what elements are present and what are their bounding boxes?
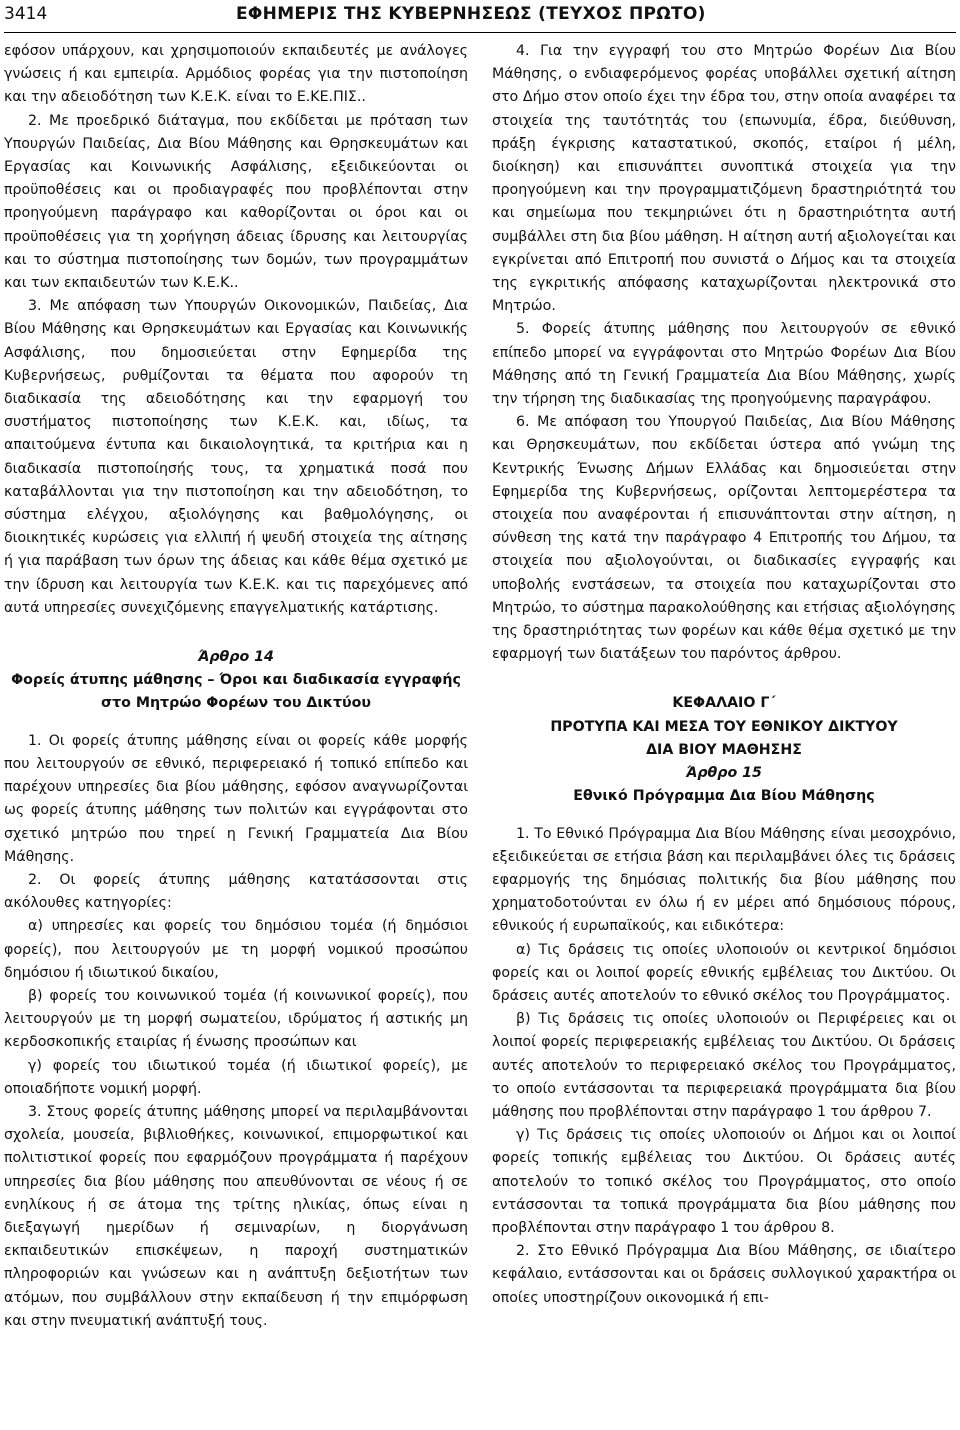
article-15-heading: Άρθρο 15 [686, 765, 762, 782]
paragraph: 2. Στο Εθνικό Πρόγραμμα Δια Βίου Μάθησης, σε ιδιαίτερο κεφάλαιο, εντάσσονται και οι δράσεις συλλογικού χαρακτήρα οι οποίες υποστηρίζουν οικονομικά ή επι- [492, 1243, 956, 1306]
paragraph: 1. Το Εθνικό Πρόγραμμα Δια Βίου Μάθησης είναι μεσοχρόνιο, εξειδικεύεται σε ετήσια βάση και περιλαμβάνει όλες τις δράσεις εφαρμογής της δημόσιας πολιτικής δια βίου μάθησης που χρηματοδοτούνται εν όλω ή εν μέρει από δημόσιους πόρους, εθνικούς ή ευρωπαϊκούς, και ειδικότερα: [492, 825, 956, 935]
paragraph: α) Τις δράσεις τις οποίες υλοποιούν οι κεντρικοί δημόσιοι φορείς και οι λοιποί φορείς εθνικής εμβέλειας του Δικτύου. Οι δράσεις αυτές αποτελούν το εθνικό σκέλος του Προγράμματος. [492, 941, 956, 1004]
spacer [492, 666, 956, 692]
paragraph: 1. Οι φορείς άτυπης μάθησης είναι οι φορείς κάθε μορφής που λειτουργούν σε εθνικό, περιφερειακό ή τοπικό επίπεδο και παρέχουν υπηρεσίες δια βίου μάθησης, εφόσον αναγνωρίζονται ως φορείς άτυπης μάθησης των πολιτών και εγγράφονται στο σχετικό μητρώο που τηρεί η Γενική Γραμματεία Δια Βίου Μάθησης. [4, 732, 468, 865]
right-column [492, 40, 956, 1310]
paragraph: β) Τις δράσεις τις οποίες υλοποιούν οι Περιφέρειες και οι λοιποί φορείς περιφερειακής εμβέλειας του Δικτύου. Οι δράσεις αυτές αποτελούν το περιφερειακό σκέλος του Προγράμματος, το οποίο εντάσσονται τα περιφερειακά προγράμματα δια βίου μάθησης που προβλέπονται στην παράγραφο 1 του άρθρου 7. [492, 1011, 956, 1120]
paragraph: 6. Με απόφαση του Υπουργού Παιδείας, Δια Βίου Μάθησης και Θρησκευμάτων, που εκδίδεται ύστερα από γνώμη της Κεντρικής Ένωσης Δήμων Ελλάδας και δημοσιεύεται στην Εφημερίδα της Κυβερνήσεως, ορίζονται λεπτομερέστερα τα στοιχεία που αναφέρονται ή επισυνάπτονται στην αίτηση, η σύνθεση της κατά την παράγραφο 4 Επιτροπής του Δήμου, τα στοιχεία που αξιολογούνται, οι διαδικασίες εγγραφής και υποβολής ενστάσεων, τα στοιχεία που καταχωρίζονται στο Μητρώο, το σύστημα παρακολούθησης και ετήσιας αξιολόγησης της δραστηριότητας των φορέων και κάθε θέμα σχετικό με την εφαρμογή των διατάξεων του παρόντος άρθρου. [492, 414, 956, 663]
paragraph: 3. Στους φορείς άτυπης μάθησης μπορεί να περιλαμβάνονται σχολεία, μουσεία, βιβλιοθήκες, κοινωνικοί, επιμορφωτικοί και πολιτιστικοί φορείς που εφαρμόζουν προγράμματα ή παρέχουν υπηρεσίες δια βίου μάθησης που απευθύνονται σε νέους ή σε ενηλίκους ή σε άτομα της τρίτης ηλικίας, όπως είναι η διεξαγωγή ημερίδων ή σεμιναρίων, η διοργάνωση εκπαιδευτικών επισκέψεων, η παροχή συστηματικών πληροφοριών και γνώσεων και η ανάπτυξη δεξιοτήτων των ατόμων, που συμβάλλουν στην εκπαίδευση ή την επιμόρφωση και στην πνευματική ανάπτυξή τους. [4, 1103, 468, 1329]
chapter-heading: ΚΕΦΑΛΑΙΟ Γ΄ [672, 695, 776, 712]
header-rule [4, 32, 956, 33]
chapter-title-line-1: ΠΡΟΤΥΠΑ ΚΑΙ ΜΕΣΑ ΤΟΥ ΕΘΝΙΚΟΥ ΔΙΚΤΥΟΥ [550, 718, 898, 735]
paragraph: 2. Με προεδρικό διάταγμα, που εκδίδεται με πρόταση των Υπουργών Παιδείας, Δια Βίου Μάθησης και Θρησκευμάτων και Εργασίας και Κοινωνικής Ασφάλισης, εξειδικεύονται οι προϋποθέσεις και οι προδιαγραφές που προβλέπονται στην προηγούμενη παράγραφο και καθορίζονται οι όροι και οι προϋποθέσεις για τη χορήγηση άδειας ίδρυσης και λειτουργίας και το σύστημα πιστοποίησης των δομών, των προγραμμάτων και των εκπαιδευτών των Κ.Ε.Κ.. [4, 112, 468, 292]
paragraph: γ) Τις δράσεις τις οποίες υλοποιούν οι Δήμοι και οι λοιποί φορείς τοπικής εμβέλειας του Δικτύου. Οι δράσεις αυτές αποτελούν το τοπικό σκέλος του Προγράμματος, στο οποίο εντάσσονται τα τοπικά προγράμματα δια βίου μάθησης που προβλέπονται στην παράγραφο 1 του άρθρου 8. [492, 1127, 956, 1236]
paragraph: β) φορείς του κοινωνικού τομέα (ή κοινωνικοί φορείς), που λειτουργούν με τη μορφή σωματείου, ιδρύματος ή αστικής μη κερδοσκοπικής εταιρίας ή ένωσης προσώπων και [4, 987, 468, 1051]
article-15-title: Εθνικό Πρόγραμμα Δια Βίου Μάθησης [573, 788, 875, 805]
paragraph: 2. Οι φορείς άτυπης μάθησης κατατάσσονται στις ακόλουθες κατηγορίες: [4, 871, 468, 912]
left-column [4, 40, 468, 1333]
paragraph: α) υπηρεσίες και φορείς του δημόσιου τομέα (ή δημόσιοι φορείς), που λειτουργούν με τη μορφή νομικού προσώπου δημόσιου ή ιδιωτικού δικαίου, [4, 918, 468, 981]
page-header [4, 4, 956, 30]
article-14-title: Φορείς άτυπης μάθησης – Όροι και διαδικασία εγγραφής στο Μητρώο Φορέων του Δικτύου [11, 672, 461, 712]
paragraph: εφόσον υπάρχουν, και χρησιμοποιούν εκπαιδευτές με ανάλογες γνώσεις ή και εμπειρία. Αρμόδιος φορέας για την πιστοποίηση και την αδειοδότηση των Κ.Ε.Κ. είναι το Ε.ΚΕ.ΠΙΣ.. [4, 43, 468, 106]
chapter-title-line-2: ΔΙΑ ΒΙΟΥ ΜΑΘΗΣΗΣ [646, 741, 802, 758]
spacer [4, 620, 468, 646]
paragraph: γ) φορείς του ιδιωτικού τομέα (ή ιδιωτικοί φορείς), με οποιαδήποτε νομική μορφή. [4, 1057, 468, 1097]
paragraph: 4. Για την εγγραφή του στο Μητρώο Φορέων Δια Βίου Μάθησης, ο ενδιαφερόμενος φορέας υποβάλλει σχετική αίτηση στο Δήμο στον οποίο έχει την έδρα του, στην οποία αναφέρει τα στοιχεία της ταυτότητάς του (επωνυμία, έδρα, διεύθυνση, πράξη έγκρισης καταστατικού, σκοπός, εταίροι ή μέλη, διοίκηση) και επισυνάπτει συνοπτικά στοιχεία για την προηγούμενη και την προγραμματιζόμενη δραστηριότητά του και σημείωμα που τεκμηριώνει ότι η δραστηριότητα αυτή συμβάλλει στη δια βίου μάθηση. Η αίτηση αυτή αξιολογείται και εγκρίνεται από Επιτροπή που συνιστά ο Δήμος και τα στοιχεία της εγκριτικής απόφασης καταχωρίζονται ηλεκτρονικά στο Μητρώο. [492, 43, 956, 315]
paragraph: 3. Με απόφαση των Υπουργών Οικονομικών, Παιδείας, Δια Βίου Μάθησης και Θρησκευμάτων και Εργασίας και Κοινωνικής Ασφάλισης, που δημοσιεύεται στην Εφημερίδα της Κυβερνήσεως, ρυθμίζονται τα θέματα που αφορούν τη διαδικασία της αδειοδότησης και την εφαρμογή του συστήματος πιστοποίησης των Κ.Ε.Κ. και, ιδίως, τα απαιτούμενα έντυπα και δικαιολογητικά, τα κριτήρια και η διαδικασία πιστοποίησής τους, τα χρηματικά ποσά που καταβάλλονται για την πιστοποίηση και την αδειοδότηση, το σύστημα ελέγχου, αξιολόγησης και βαθμολόγησης, οι διοικητικές κυρώσεις για ελλιπή ή ψευδή στοιχεία της αίτησης ή για παράβαση των όρων της άδειας και κάθε θέμα σχετικό με την ίδρυση και λειτουργία των Κ.Ε.Κ. και τις παρεχόμενες από αυτά υπηρεσίες συνεχιζόμενης επαγγελματικής κατάρτισης. [4, 298, 468, 616]
page-number: 3414 [4, 4, 48, 24]
article-14-heading: Άρθρο 14 [198, 649, 274, 666]
spacer [492, 809, 956, 823]
paragraph: 5. Φορείς άτυπης μάθησης που λειτουργούν σε εθνικό επίπεδο μπορεί να εγγράφονται στο Μητρώο Φορέων Δια Βίου Μάθησης από τη Γενική Γραμματεία Δια Βίου Μάθησης, χωρίς την τήρηση της διαδικασίας της προηγούμενης παραγράφου. [492, 321, 956, 408]
running-title: ΕΦΗΜΕΡΙΣ ΤΗΣ ΚΥΒΕΡΝΗΣΕΩΣ (ΤΕΥΧΟΣ ΠΡΩΤΟ) [236, 4, 706, 24]
spacer [4, 716, 468, 730]
